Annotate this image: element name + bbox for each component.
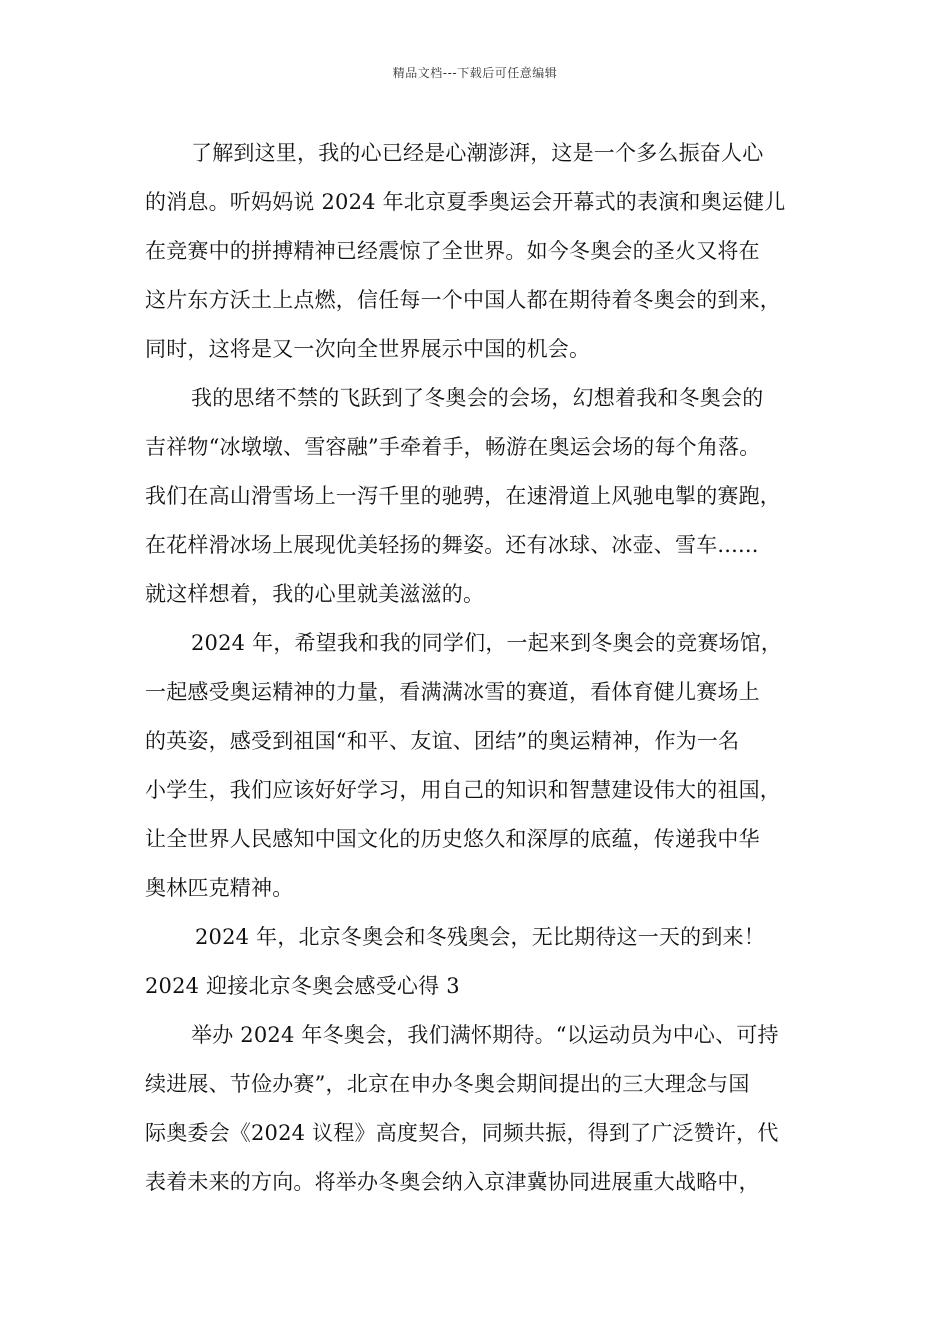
paragraph-line: 奥林匹克精神。 xyxy=(145,876,294,900)
page-header: 精品文档---下载后可任意编辑 xyxy=(392,66,558,80)
paragraph-line: 的消息。听妈妈说 2024 年北京夏季奥运会开幕式的表演和奥运健儿 xyxy=(145,190,786,214)
paragraph-line: 举办 2024 年冬奥会，我们满怀期待。“以运动员为中心、可持 xyxy=(191,1023,779,1047)
paragraph-line: 我们在高山滑雪场上一泻千里的驰骋，在速滑道上风驰电掣的赛跑， xyxy=(145,484,781,508)
paragraph-line: 一起感受奥运精神的力量，看满满冰雪的赛道，看体育健儿赛场上 xyxy=(145,680,760,704)
paragraph-line: 际奥委会《2024 议程》高度契合，同频共振，得到了广泛赞许，代 xyxy=(145,1121,779,1145)
paragraph-line: 小学生，我们应该好好学习，用自己的知识和智慧建设伟大的祖国， xyxy=(145,778,781,802)
document-body xyxy=(145,129,811,1207)
paragraph-line: 的英姿，感受到祖国“和平、友谊、团结”的奥运精神，作为一名 xyxy=(145,729,740,753)
paragraph-line: 吉祥物“冰墩墩、雪容融”手牵着手，畅游在奥运会场的每个角落。 xyxy=(145,435,761,459)
paragraph-line: 这片东方沃土上点燃，信任每一个中国人都在期待着冬奥会的到来， xyxy=(145,288,781,312)
paragraph-line: 我的思绪不禁的飞跃到了冬奥会的会场，幻想着我和冬奥会的 xyxy=(191,386,764,410)
paragraph-line: 同时，这将是又一次向全世界展示中国的机会。 xyxy=(145,337,591,361)
paragraph-line: 让全世界人民感知中国文化的历史悠久和深厚的底蕴，传递我中华 xyxy=(145,827,760,851)
paragraph-line: 表着未来的方向。将举办冬奥会纳入京津冀协同进展重大战略中， xyxy=(145,1170,760,1194)
paragraph-line: 就这样想着，我的心里就美滋滋的。 xyxy=(145,582,485,606)
paragraph-line: 在竞赛中的拼搏精神已经震惊了全世界。如今冬奥会的圣火又将在 xyxy=(145,239,760,263)
section-heading: 2024 迎接北京冬奥会感受心得 3 xyxy=(145,974,460,998)
paragraph-line: 了解到这里，我的心已经是心潮澎湃，这是一个多么振奋人心 xyxy=(191,141,764,165)
paragraph-line: 在花样滑冰场上展现优美轻扬的舞姿。还有冰球、冰壶、雪车...... xyxy=(145,533,759,557)
paragraph-line: 2024 年，北京冬奥会和冬残奥会，无比期待这一天的到来！ xyxy=(195,925,765,949)
paragraph-line: 2024 年，希望我和我的同学们，一起来到冬奥会的竞赛场馆， xyxy=(191,631,783,655)
paragraph-line: 续进展、节俭办赛”，北京在申办冬奥会期间提出的三大理念与国 xyxy=(145,1072,750,1096)
